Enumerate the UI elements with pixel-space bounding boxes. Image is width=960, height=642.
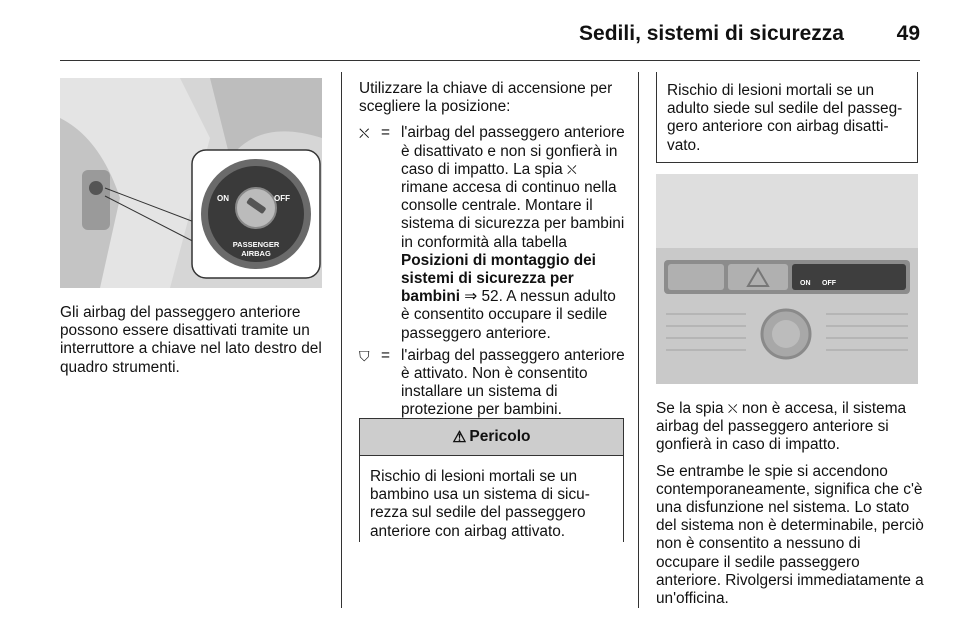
- seat-airbag-off-icon: ⛌: [727, 401, 738, 416]
- column-left: [60, 304, 326, 385]
- dial-label-on: ON: [217, 194, 229, 203]
- airbag-switch-caption: Gli airbag del passeggero anteriore possono essere disattivati tramite un interruttore a chiave nel lato destro del quadro strumenti.: [60, 304, 322, 376]
- danger-text: Rischio di lesioni mortali se un bambino usa un sistema di sicurezza sul sedile del passeggero anteriore con airbag attivato.: [370, 468, 590, 540]
- definition-text: l'airbag del passeggero anteriore è disattivato e non si gonfierà in caso di impatto. La spia ⛌ rimane accesa di continuo nella consolle centrale. Montare il sistema di sicurezza per bambini in conformità alla tabella Posizioni di montaggio dei sistemi di sicurezza per bambini ⇒ 52. A nessun adulto è consentito occupare il sedile passeggero anteriore.: [401, 124, 625, 342]
- dial-label-off: OFF: [274, 194, 290, 203]
- page-reference-arrow-icon: ⇒: [460, 288, 478, 306]
- center-console-photo: [656, 174, 918, 384]
- danger-header: [360, 418, 623, 456]
- paragraph-both-lamps: Se entrambe le spie si accendono contemporaneamente, significa che c'è una disfunzione nel sistema. Lo stato del sistema non è determinabile, perciò non è consentito a nessuno di occupare il sedile passeggero anteriore. Rivolgersi immediatamente a un'officina.: [656, 462, 924, 608]
- column-right: [656, 400, 924, 616]
- column-middle: [359, 80, 625, 424]
- seat-airbag-off-icon: ⛌: [566, 161, 577, 177]
- seat-airbag-on-icon: ⛉: [359, 347, 370, 364]
- seat-airbag-off-icon: ⛌: [359, 125, 370, 142]
- danger-notice: [359, 418, 624, 542]
- column-divider: [341, 72, 342, 608]
- page-header: [60, 12, 920, 61]
- console-label-on: ON: [800, 280, 811, 287]
- definition-equals: =: [381, 124, 390, 142]
- paragraph-lamp-off: Se la spia ⛌ non è accesa, il sistema airbag del passeggero anteriore si gonfierà in caso di impatto.: [656, 400, 907, 454]
- page-number: 49: [896, 22, 920, 45]
- definition-airbag-off: [359, 124, 625, 342]
- section-title: Sedili, sistemi di sicurezza: [579, 22, 844, 45]
- warning-triangle-icon: ⚠: [452, 428, 467, 446]
- definition-equals: =: [381, 346, 390, 364]
- definition-airbag-on: [359, 347, 625, 420]
- table-reference[interactable]: Posizioni di montaggio dei sistemi di sicurezza per bambini: [401, 251, 596, 306]
- warning-notice: Rischio di lesioni mortali se un adulto siede sul sedile del passeggero anteriore con airbag disattivato.: [656, 72, 918, 163]
- airbag-switch-photo: [60, 78, 322, 288]
- console-label-off: OFF: [822, 280, 836, 287]
- column-divider: [638, 72, 639, 608]
- definition-text: l'airbag del passeggero anteriore è attivato. Non è consentito installare un sistema di protezione per bambini.: [401, 346, 625, 419]
- dial-label-passenger-airbag: PASSENGER AIRBAG: [232, 240, 280, 258]
- intro-text: Utilizzare la chiave di accensione per scegliere la posizione:: [359, 80, 613, 116]
- danger-title: Pericolo: [469, 428, 531, 445]
